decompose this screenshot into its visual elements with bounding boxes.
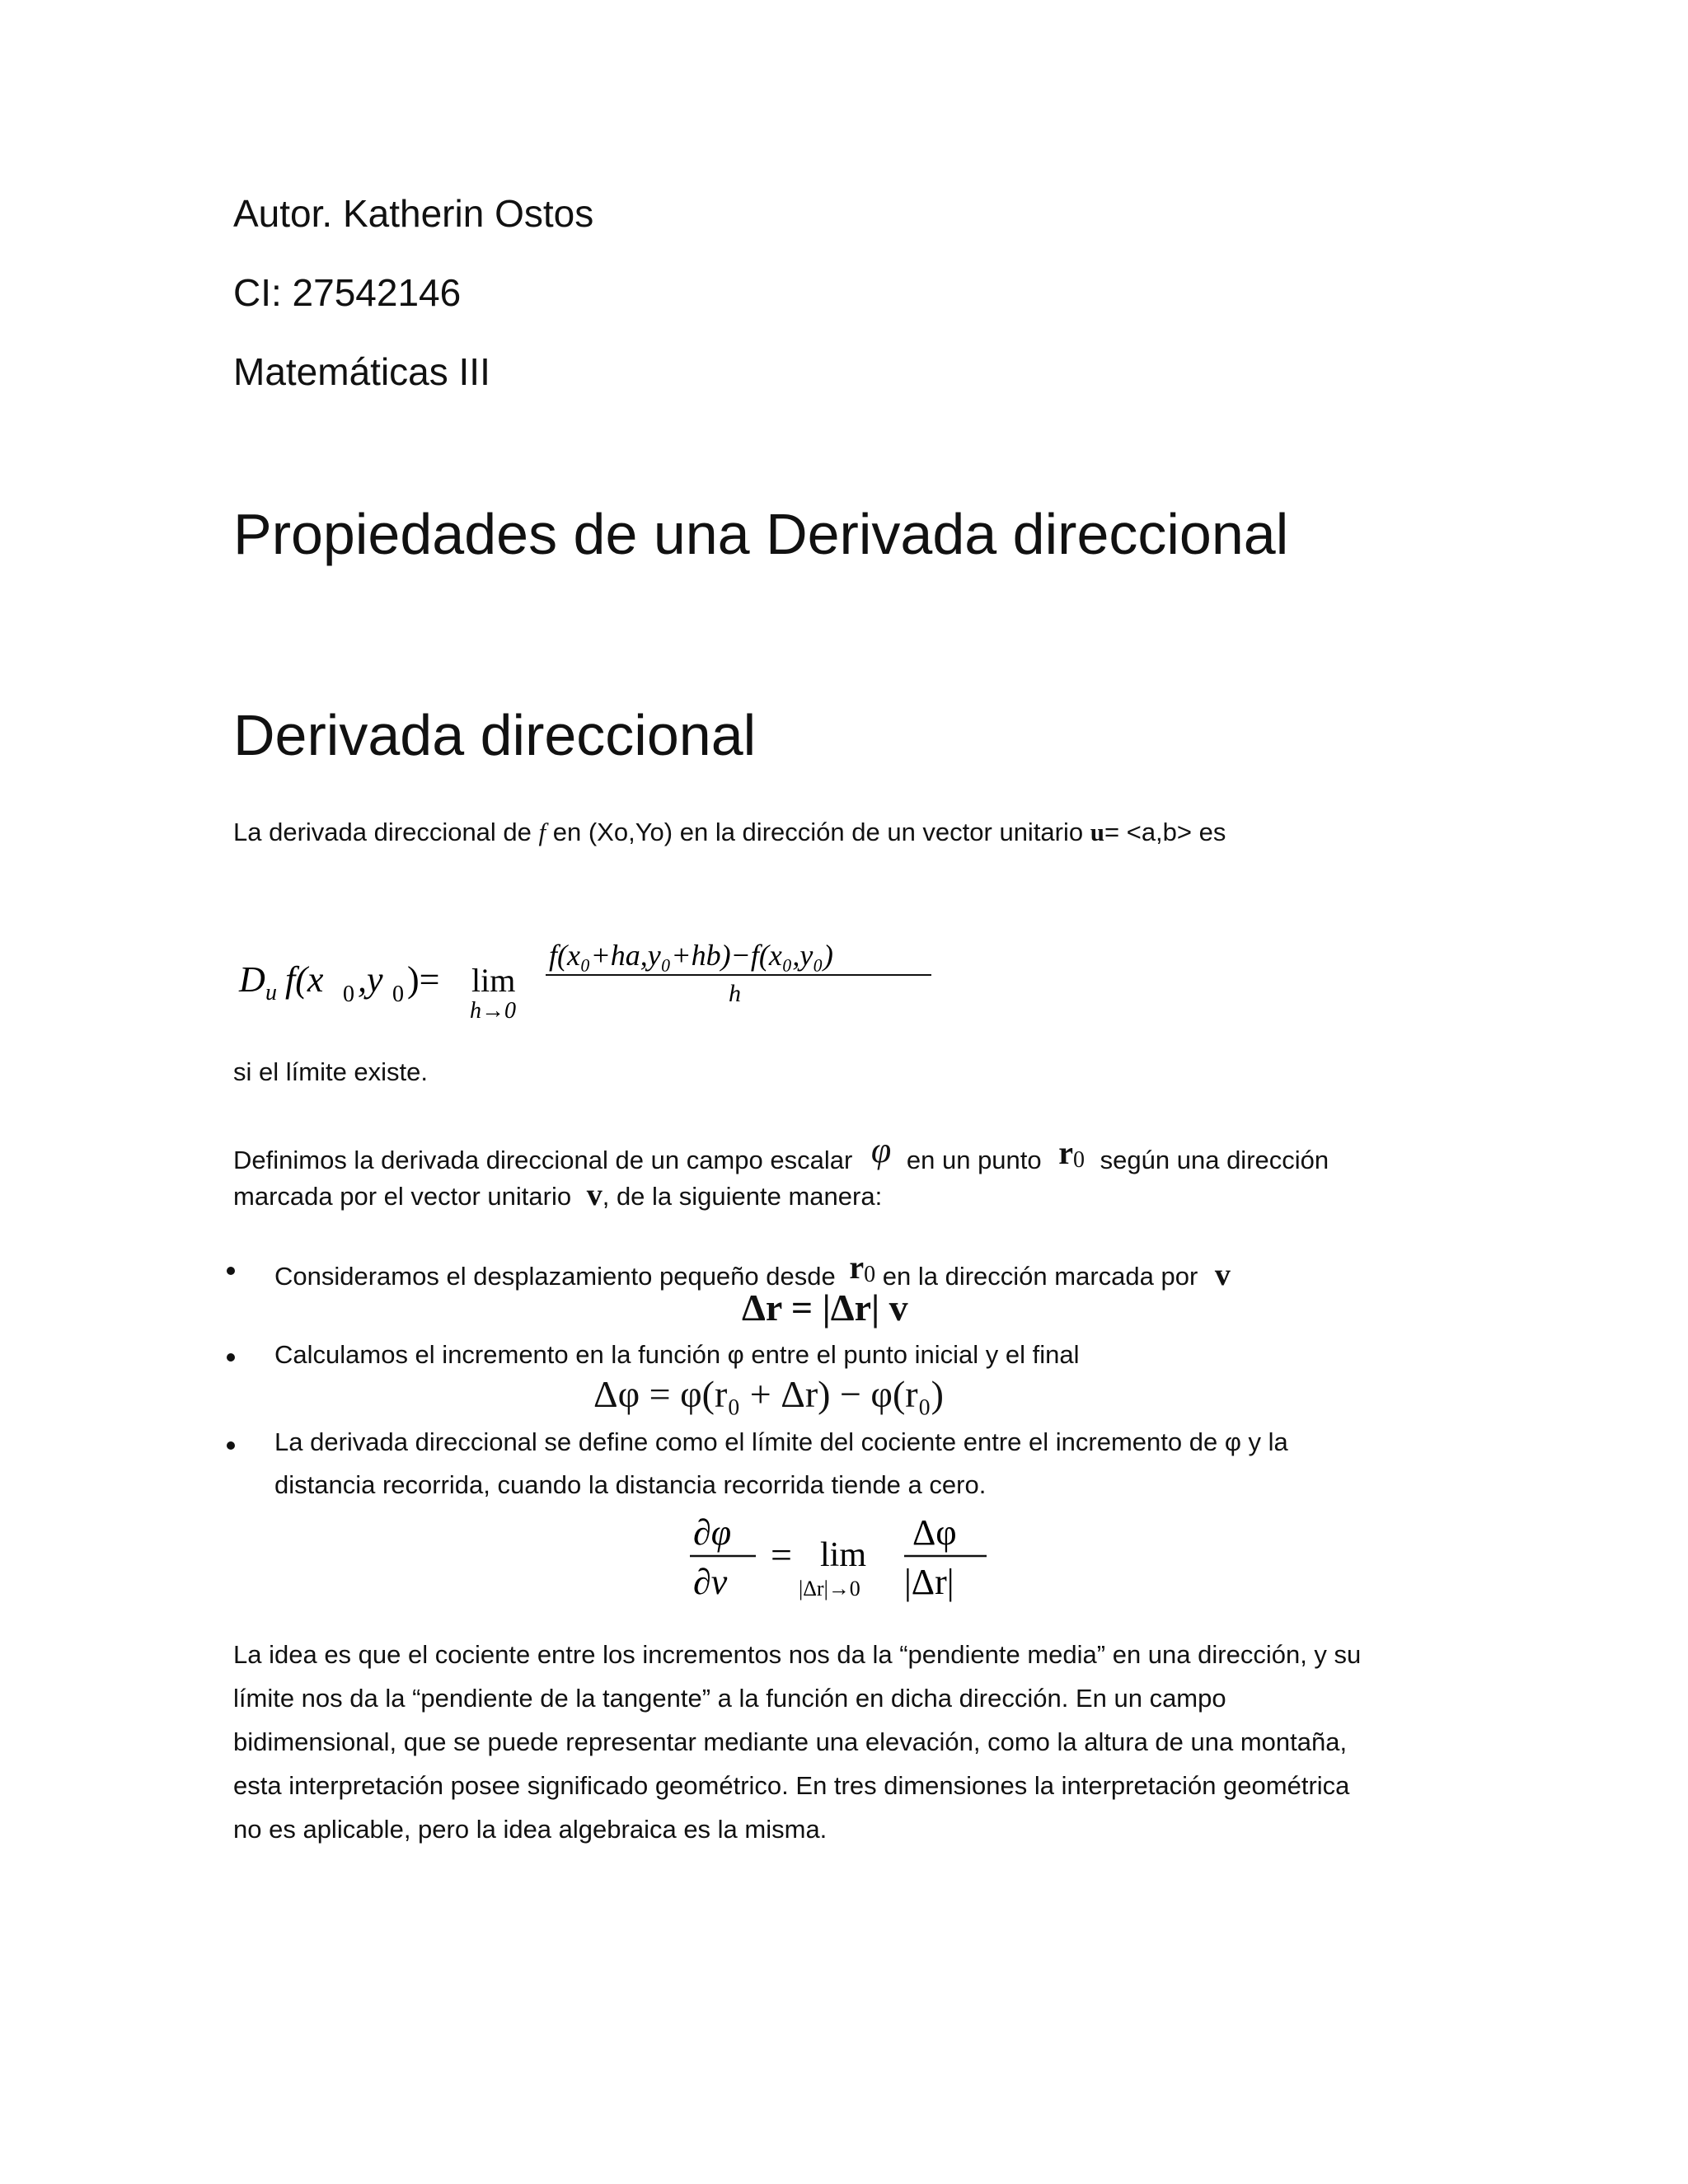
limit-exists-text: si el límite existe.	[233, 1057, 429, 1086]
b2-formula: Δφ = φ(r₀ + Δr) − φ(r₀)	[593, 1373, 944, 1415]
b3-formula-svg	[688, 1508, 1001, 1615]
b1-r0-sub: 0	[864, 1262, 876, 1287]
closing-line-3: bidimensional, que se puede representar mediante una elevación, como la altura de una montaña,	[233, 1727, 1348, 1756]
bullet-2-text: Calculamos el incremento en la función φ entre el punto inicial y el final	[274, 1340, 1080, 1369]
closing-line-4: esta interpretación posee significado geométrico. En tres dimensiones la interpretación geométrica	[233, 1771, 1350, 1800]
ci-line: CI: 27542146	[233, 271, 462, 314]
b1-text-b: en la dirección marcada por	[882, 1262, 1198, 1291]
def-text-3: según una dirección	[1100, 1146, 1329, 1174]
f1-sub0b: 0	[392, 982, 404, 1007]
b3-eq: =	[771, 1534, 792, 1576]
def-r0-sub: 0	[1073, 1147, 1085, 1173]
f1-close: )=	[407, 959, 440, 1000]
def-text-5: , de la siguiente manera:	[602, 1182, 883, 1211]
b3-num-right: Δφ	[912, 1512, 957, 1553]
b1-r0: r	[849, 1249, 865, 1286]
bullet-dot-3	[227, 1441, 235, 1450]
intro-text-3: = <a,b> es	[1104, 818, 1226, 846]
f1-lim: lim	[471, 962, 516, 999]
closing-line-5: no es aplicable, pero la idea algebraica es la misma.	[233, 1815, 828, 1844]
intro-text-2: en (Xo,Yo) en la dirección de un vector unitario	[546, 818, 1090, 846]
intro-f: f	[538, 818, 546, 846]
def-r0: r	[1058, 1134, 1074, 1171]
b3-limsub: |Δr|→0	[799, 1577, 860, 1601]
f1-D: D	[239, 959, 265, 1000]
definition-line-2	[233, 1177, 882, 1213]
f1-numerator: f(x₀+ha,y₀+hb)−f(x₀,y₀)	[549, 939, 833, 972]
course-line: Matemáticas III	[233, 350, 490, 393]
closing-line-2: límite nos da la “pendiente de la tangente” a la función en dicha dirección. En un campo	[233, 1684, 1226, 1713]
closing-line-1: La idea es que el cociente entre los incrementos nos da la “pendiente media” en una dirección, y su	[233, 1640, 1362, 1669]
def-text-2: en un punto	[906, 1146, 1042, 1174]
b3-den-right: |Δr|	[904, 1562, 954, 1602]
page-title: Propiedades de una Derivada direccional	[233, 502, 1289, 566]
bullet-3-line-1: La derivada direccional se define como el límite del cociente entre el incremento de φ y la	[274, 1427, 1288, 1456]
b3-formula	[688, 1508, 1001, 1615]
b1-formula: Δr = |Δr| v	[742, 1286, 908, 1329]
b1-text-a: Consideramos el desplazamiento pequeño desde	[274, 1262, 836, 1291]
formula-1-svg	[237, 927, 946, 1026]
b3-den-left: ∂v	[693, 1562, 728, 1602]
bullet-dot-2	[227, 1353, 235, 1361]
definition-line-1	[233, 1130, 1329, 1178]
section-title: Derivada direccional	[233, 703, 757, 767]
b3-lim: lim	[820, 1536, 867, 1574]
bullet-dot-1	[227, 1267, 235, 1275]
f1-u: u	[265, 980, 277, 1005]
f1-limsub: h→0	[470, 998, 516, 1024]
def-text-4: marcada por el vector unitario	[233, 1182, 572, 1211]
bullet-3-line-2: distancia recorrida, cuando la distancia recorrida tiende a cero.	[274, 1470, 987, 1499]
b3-num-left: ∂φ	[693, 1512, 732, 1553]
f1-comma-y: ,y	[358, 959, 383, 1000]
def-text-1: Definimos la derivada direccional de un campo escalar	[233, 1146, 853, 1174]
b1-v: v	[1214, 1258, 1231, 1292]
intro-paragraph	[233, 818, 1226, 847]
f1-f: f(x	[285, 959, 324, 1000]
def-phi: φ	[870, 1130, 892, 1170]
f1-denominator: h	[729, 980, 741, 1007]
author-line: Autor. Katherin Ostos	[233, 192, 594, 235]
f1-sub0a: 0	[343, 982, 354, 1007]
formula-directional-derivative	[237, 927, 946, 1026]
intro-text-1: La derivada direccional de	[233, 818, 539, 846]
def-v: v	[586, 1178, 603, 1212]
intro-u: u	[1090, 818, 1104, 846]
